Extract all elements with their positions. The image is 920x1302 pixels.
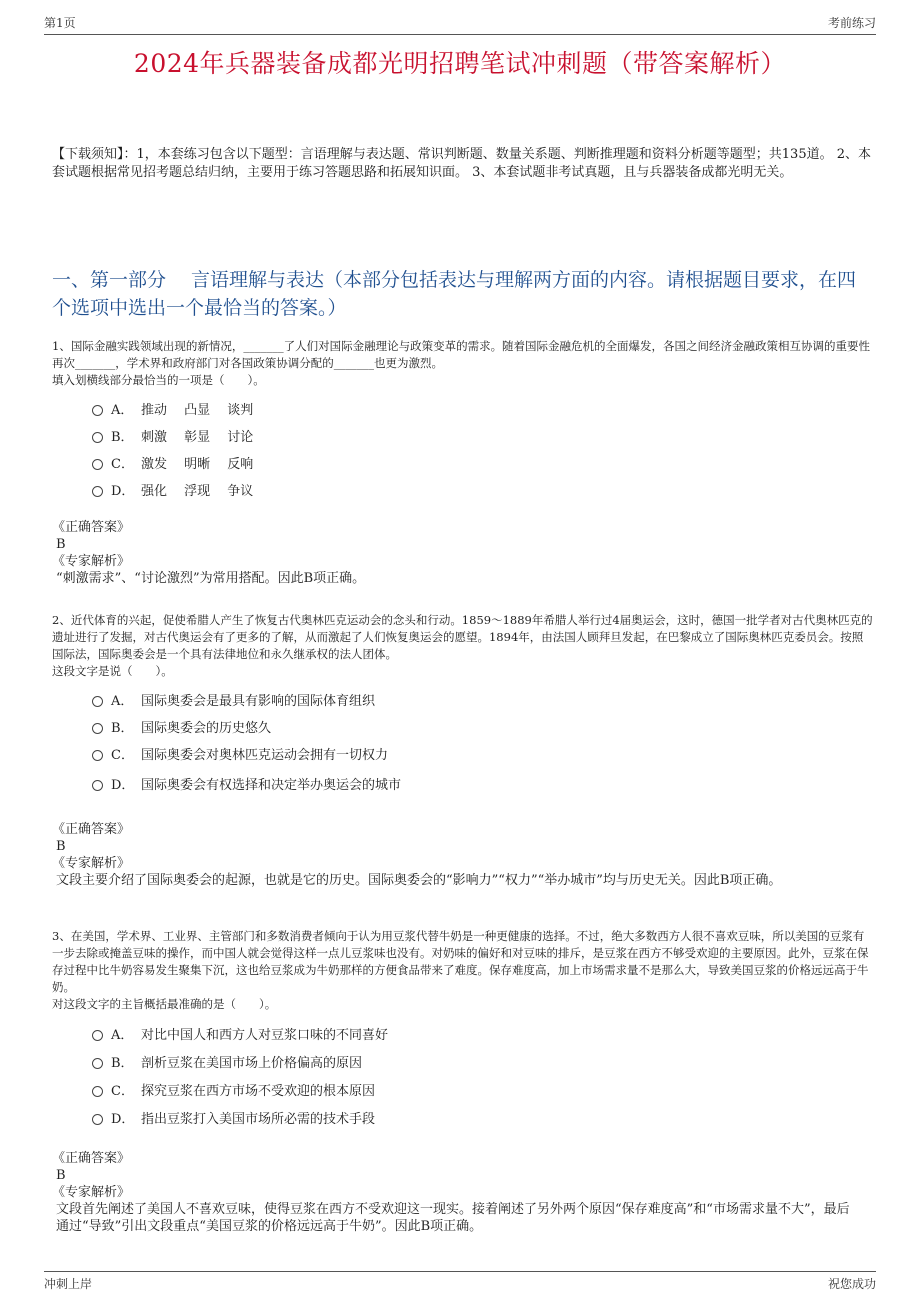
options-list bbox=[92, 1019, 874, 1131]
radio-icon[interactable] bbox=[92, 1086, 103, 1097]
radio-icon[interactable] bbox=[92, 780, 103, 791]
option-a[interactable]: A． 推动 凸显 谈判 bbox=[92, 395, 874, 422]
question-prompt: 对这段文字的主旨概括最准确的是（ ）。 bbox=[52, 997, 277, 1011]
question-2 bbox=[52, 612, 874, 800]
answer-block-2 bbox=[52, 821, 874, 889]
option-a[interactable]: A． 国际奥委会是最具有影响的国际体育组织 bbox=[92, 686, 874, 713]
question-prompt: 填入划横线部分最恰当的一项是（ ）。 bbox=[52, 373, 265, 387]
page-number: 第1页 bbox=[44, 16, 76, 30]
question-3 bbox=[52, 928, 874, 1131]
options-list bbox=[92, 395, 874, 503]
option-d[interactable]: D． 国际奥委会有权选择和决定举办奥运会的城市 bbox=[92, 767, 874, 800]
option-b[interactable]: B． 刺激 彰显 讨论 bbox=[92, 422, 874, 449]
radio-icon[interactable] bbox=[92, 1030, 103, 1041]
analysis-label: 《专家解析》 bbox=[52, 856, 131, 871]
correct-answer-label: 《正确答案》 bbox=[52, 1151, 131, 1166]
correct-answer-label: 《正确答案》 bbox=[52, 520, 131, 535]
option-d[interactable]: D． 指出豆浆打入美国市场所必需的技术手段 bbox=[92, 1103, 874, 1131]
page-footer bbox=[44, 1271, 876, 1292]
option-c[interactable]: C． 激发 明晰 反响 bbox=[92, 449, 874, 476]
analysis-text: 文段首先阐述了美国人不喜欢豆味，使得豆浆在西方不受欢迎这一现实。接着阐述了另外两个原因“保存难度高”和“市场需求量不大”，最后通过“导致”引出文段重点“美国豆浆的价格远远高于牛奶”。因此B项正确。 bbox=[56, 1202, 850, 1234]
radio-icon[interactable] bbox=[92, 432, 103, 443]
question-prompt: 这段文字是说（ ）。 bbox=[52, 664, 173, 678]
analysis-text: “刺激需求”、“讨论激烈”为常用搭配。因此B项正确。 bbox=[56, 571, 366, 586]
document-title: 2024年兵器装备成都光明招聘笔试冲刺题（带答案解析） bbox=[133, 49, 787, 78]
option-b[interactable]: B． 国际奥委会的历史悠久 bbox=[92, 713, 874, 740]
option-a[interactable]: A． 对比中国人和西方人对豆浆口味的不同喜好 bbox=[92, 1019, 874, 1047]
radio-icon[interactable] bbox=[92, 723, 103, 734]
radio-icon[interactable] bbox=[92, 696, 103, 707]
radio-icon[interactable] bbox=[92, 1058, 103, 1069]
option-d[interactable]: D． 强化 浮现 争议 bbox=[92, 476, 874, 503]
page-header bbox=[44, 14, 876, 35]
radio-icon[interactable] bbox=[92, 486, 103, 497]
question-stem: 2、近代体育的兴起，促使希腊人产生了恢复古代奥林匹克运动会的念头和行动。1859～1889年希腊人举行过4届奥运会，这时，德国一批学者对古代奥林匹克的遗址进行了发掘，对古代奥运会有了更多的了解，从而激起了人们恢复奥运会的愿望。1894年，由法国人顾拜旦发起，在巴黎成立了国际奥林匹克委员会。按照国际法，国际奥委会是一个具有法律地位和永久继承权的法人团体。 bbox=[52, 613, 873, 661]
radio-icon[interactable] bbox=[92, 1114, 103, 1125]
correct-answer: B bbox=[56, 537, 66, 552]
answer-block-3 bbox=[52, 1150, 874, 1235]
question-1 bbox=[52, 338, 874, 503]
option-b[interactable]: B． 剖析豆浆在美国市场上价格偏高的原因 bbox=[92, 1047, 874, 1075]
radio-icon[interactable] bbox=[92, 405, 103, 416]
options-list bbox=[92, 686, 874, 800]
radio-icon[interactable] bbox=[92, 750, 103, 761]
question-stem: 1、国际金融实践领域出现的新情况，_______了人们对国际金融理论与政策变革的需求。随着国际金融危机的全面爆发，各国之间经济金融政策相互协调的重要性再次_______，学术界和政府部门对各国政策协调分配的_______也更为激烈。 bbox=[52, 339, 871, 370]
section-heading: 一、第一部分 言语理解与表达（本部分包括表达与理解两方面的内容。请根据题目要求，在四个选项中选出一个最恰当的答案。） bbox=[52, 269, 857, 319]
download-notice: 【下载须知】：1，本套练习包含以下题型：言语理解与表达题、常识判断题、数量关系题、判断推理题和资料分析题等题型；共135道。 2、本套试题根据常见招考题总结归纳，主要用于练习答题思路和拓展知识面。 3、本套试题非考试真题，且与兵器装备成都光明无关。 bbox=[52, 147, 871, 180]
correct-answer: B bbox=[56, 839, 66, 854]
analysis-text: 文段主要介绍了国际奥委会的起源，也就是它的历史。国际奥委会的“影响力”“权力”“举办城市”均与历史无关。因此B项正确。 bbox=[56, 873, 782, 888]
footer-right: 祝您成功 bbox=[827, 1277, 876, 1291]
question-stem: 3、在美国，学术界、工业界、主管部门和多数消费者倾向于认为用豆浆代替牛奶是一种更健康的选择。不过，绝大多数西方人很不喜欢豆味，所以美国的豆浆有一步去除或掩盖豆味的操作，而中国人就会觉得这样一点儿豆浆味也没有。对奶味的偏好和对豆味的排斥，是豆浆在西方不够受欢迎的主要原因。此外，豆浆在保存过程中比牛奶容易发生聚集下沉，这也给豆浆成为牛奶那样的方便食品带来了难度。保存难度高，加上市场需求量不是那么大，导致美国豆浆的价格远远高于牛奶。 bbox=[52, 929, 869, 994]
answer-block-1 bbox=[52, 519, 874, 587]
option-c[interactable]: C． 探究豆浆在西方市场不受欢迎的根本原因 bbox=[92, 1075, 874, 1103]
correct-answer: B bbox=[56, 1168, 66, 1183]
footer-left: 冲刺上岸 bbox=[44, 1277, 93, 1291]
radio-icon[interactable] bbox=[92, 459, 103, 470]
analysis-label: 《专家解析》 bbox=[52, 554, 131, 569]
option-c[interactable]: C． 国际奥委会对奥林匹克运动会拥有一切权力 bbox=[92, 740, 874, 767]
analysis-label: 《专家解析》 bbox=[52, 1185, 131, 1200]
header-tag: 考前练习 bbox=[827, 16, 876, 30]
correct-answer-label: 《正确答案》 bbox=[52, 822, 131, 837]
